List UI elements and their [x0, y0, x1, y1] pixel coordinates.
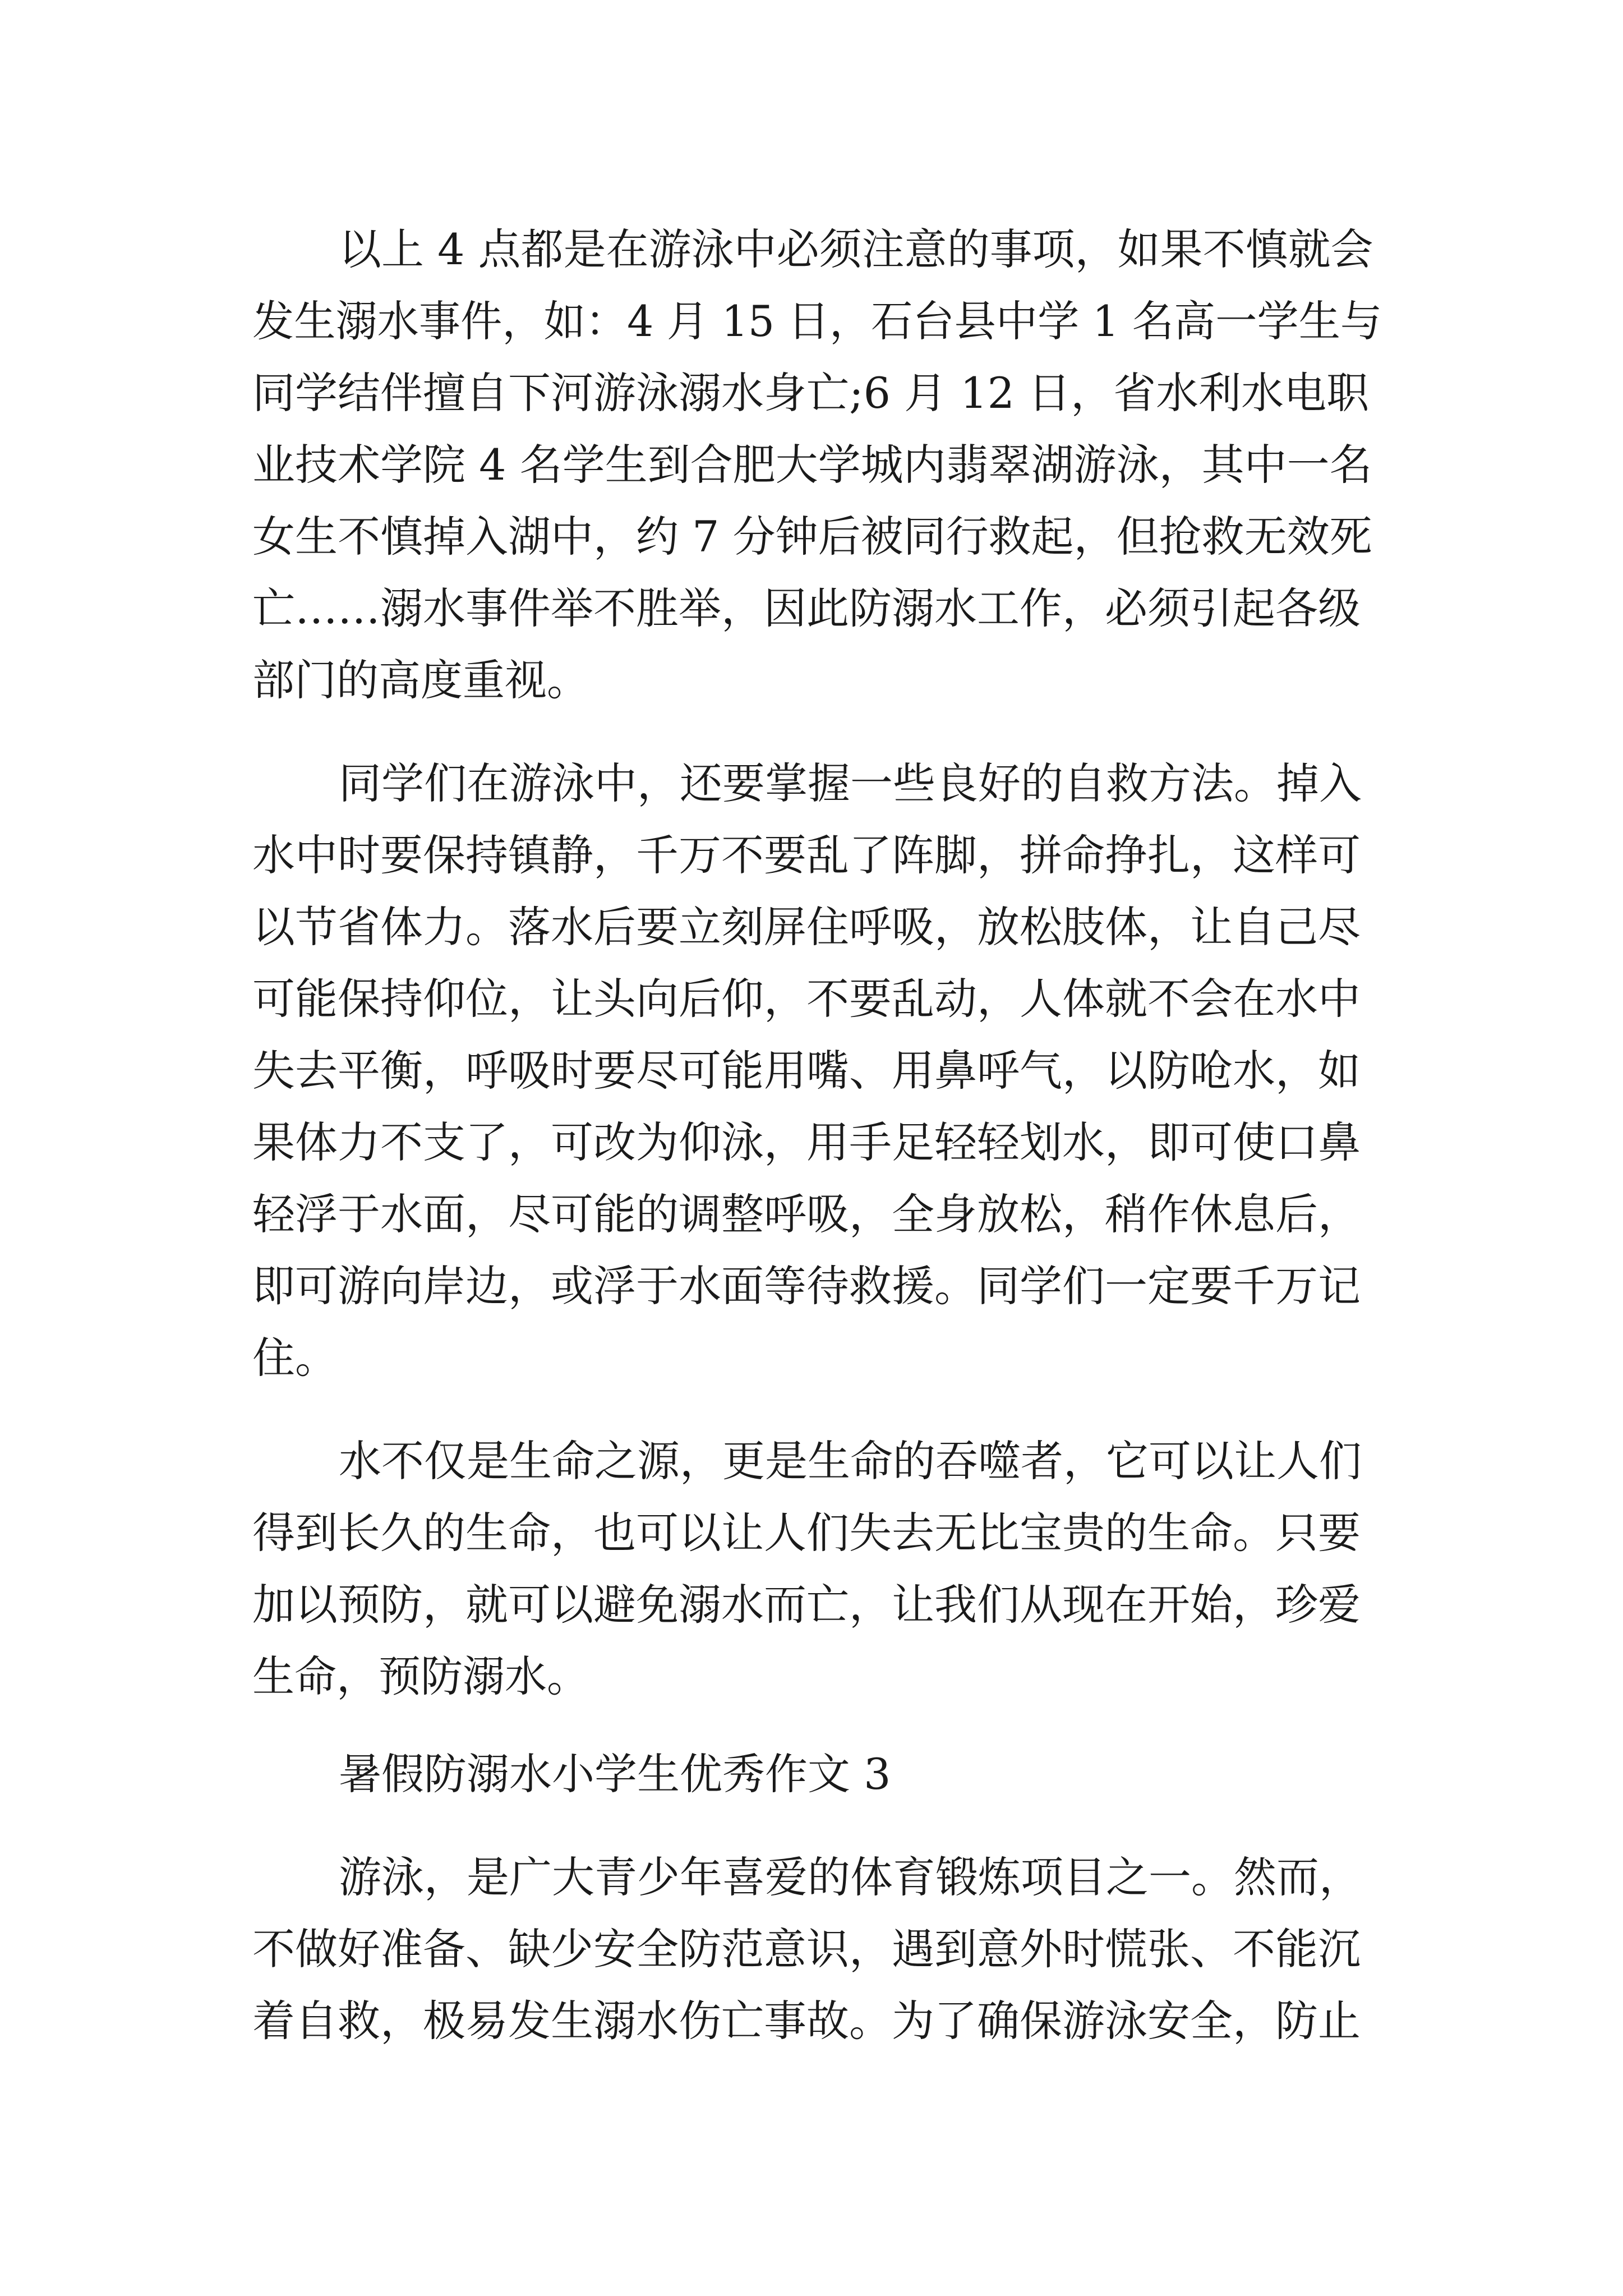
- text-line: 发生溺水事件，如：4 月 15 日，石台县中学 1 名高一学生与: [252, 296, 1382, 346]
- text-line: 不做好准备、缺少安全防范意识，遇到意外时慌张、不能沉: [252, 1924, 1361, 1974]
- text-line: 生命，预防溺水。: [252, 1651, 589, 1701]
- text-line: 住。: [252, 1333, 338, 1383]
- text-line: 得到长久的生命，也可以让人们失去无比宝贵的生命。只要: [252, 1508, 1361, 1558]
- text-line: 着自救，极易发生溺水伤亡事故。为了确保游泳安全，防止: [252, 1996, 1361, 2046]
- text-line: 轻浮于水面，尽可能的调整呼吸，全身放松，稍作休息后，: [252, 1189, 1361, 1239]
- text-line: 业技术学院 4 名学生到合肥大学城内翡翠湖游泳，其中一名: [252, 440, 1372, 490]
- text-line: 失去平衡，呼吸时要尽可能用嘴、用鼻呼气，以防呛水，如: [252, 1046, 1361, 1096]
- text-line: 即可游向岸边，或浮于水面等待救援。同学们一定要千万记: [252, 1261, 1361, 1311]
- text-line: 部门的高度重视。: [252, 655, 589, 705]
- text-line: 可能保持仰位，让头向后仰，不要乱动，人体就不会在水中: [252, 974, 1361, 1024]
- text-line: 同学结伴擅自下河游泳溺水身亡;6 月 12 日，省水利水电职: [252, 368, 1370, 418]
- text-line: 游泳，是广大青少年喜爱的体育锻炼项目之一。然而，: [339, 1852, 1362, 1902]
- text-line: 以上 4 点都是在游泳中必须注意的事项，如果不慎就会: [339, 224, 1373, 274]
- text-line: 女生不慎掉入湖中，约 7 分钟后被同行救起，但抢救无效死: [252, 512, 1372, 562]
- section-heading: 暑假防溺水小学生优秀作文 3: [339, 1749, 891, 1799]
- text-line: 亡……溺水事件举不胜举，因此防溺水工作，必须引起各级: [252, 583, 1361, 633]
- text-line: 水不仅是生命之源，更是生命的吞噬者，它可以让人们: [339, 1436, 1362, 1486]
- text-line: 果体力不支了，可改为仰泳，用手足轻轻划水，即可使口鼻: [252, 1117, 1361, 1167]
- text-line: 水中时要保持镇静，千万不要乱了阵脚，拼命挣扎，这样可: [252, 830, 1361, 880]
- text-line: 同学们在游泳中，还要掌握一些良好的自救方法。掉入: [339, 758, 1362, 808]
- text-line: 加以预防，就可以避免溺水而亡，让我们从现在开始，珍爱: [252, 1580, 1361, 1630]
- text-line: 以节省体力。落水后要立刻屏住呼吸，放松肢体，让自己尽: [252, 902, 1361, 952]
